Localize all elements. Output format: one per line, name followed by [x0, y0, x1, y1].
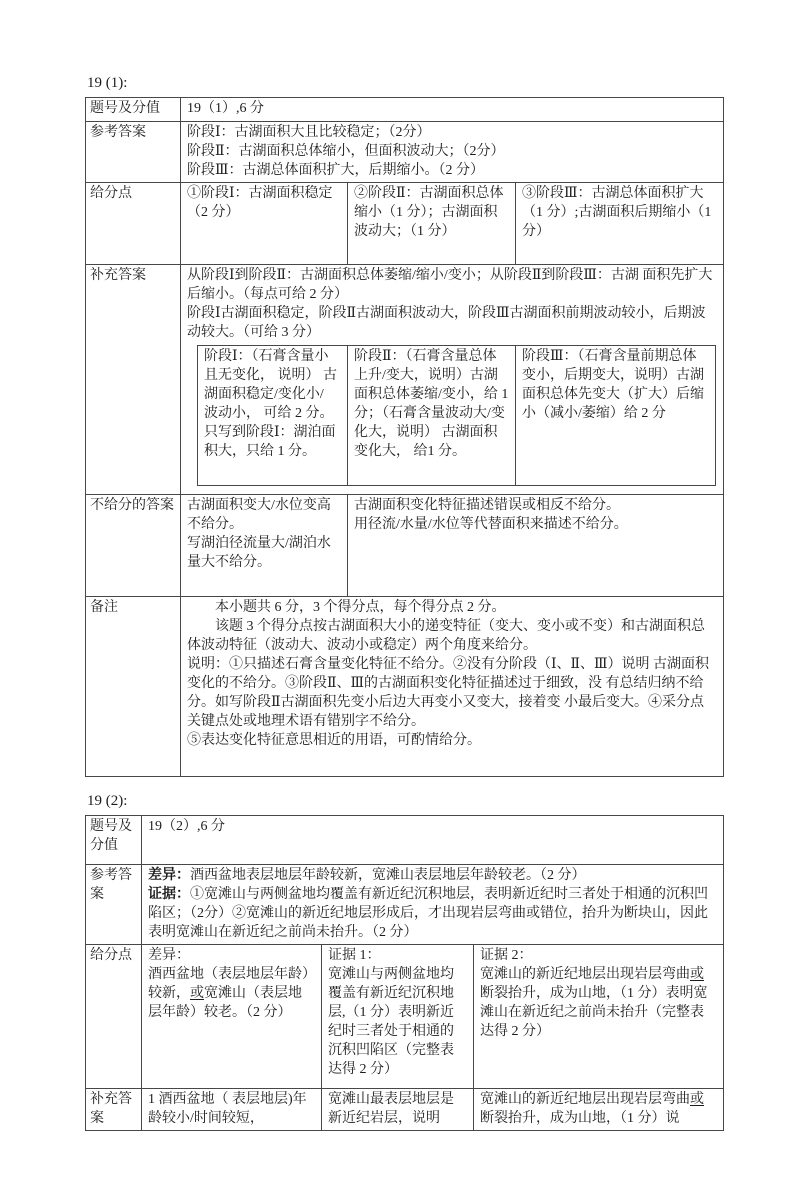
- remarks-para-1: 本小题共 6 分，3 个得分点，每个得分点 2 分。: [215, 600, 506, 616]
- label-scoring-points: 给分点: [86, 183, 181, 265]
- reference-line-2: 阶段Ⅱ：古湖面积总体缩小，但面积波动大；（2分）: [187, 144, 505, 160]
- stage-3-detail-cell: [516, 346, 716, 486]
- supplementary-answer-cell: [181, 265, 724, 495]
- row-reference-answer: [86, 122, 724, 183]
- evidence-label: 证据：: [148, 887, 190, 903]
- value-question-score: 19（1）,6 分: [181, 98, 724, 122]
- rubric-table-19-2: [85, 815, 724, 1131]
- label-question-score-2: 题号及分值: [86, 816, 142, 865]
- label-scoring-points-2: 给分点: [86, 945, 142, 1089]
- no-credit-1-para-2: 写湖泊径流量大/湖泊水量大不给分。: [187, 536, 331, 571]
- scoring-point-difference: [142, 945, 322, 1089]
- section-heading-19-1: 19 (1):: [87, 75, 128, 91]
- row-supplementary-answer: [86, 265, 724, 495]
- no-credit-cell-2: [348, 495, 724, 597]
- evidence-text: ①宽滩山与两侧盆地均覆盖有新近纪沉积地层，表明新近纪时三者处于相通的沉积凹陷区；（2分）②宽滩山的新近纪地层形成后，才出现岩层弯曲或错位，抬升为断块山，因此表明宽滩山在新近纪之前尚未抬升。（2 分）: [148, 887, 708, 941]
- difference-body-post: 宽滩山（表层地层年龄）较老。（2 分）: [148, 986, 302, 1021]
- difference-line: [148, 866, 717, 885]
- difference-label: 差异：: [148, 868, 190, 884]
- row-question-score: [86, 98, 724, 122]
- page-content: [85, 74, 723, 1131]
- evidence-2-title: 证据 2：: [480, 948, 533, 964]
- evidence-1-body: 宽滩山与两侧盆地均覆盖有新近纪沉积地层,（1 分）表明新近纪时三者处于相通的沉积凹陷区（完整表达得 2 分）: [328, 967, 454, 1078]
- supplementary-2-text-2: 宽滩山最表层地层是新近纪岩层，说明: [328, 1092, 454, 1127]
- stage-1-detail-para-2: 只写到阶段Ⅰ：湖泊面积大，只给 1 分。: [204, 425, 336, 460]
- supplementary-para-1: 从阶段Ⅰ到阶段Ⅱ：古湖面积总体萎缩/缩小/变小；从阶段Ⅱ到阶段Ⅲ：古湖 面积先扩大后缩小。（每点可给 2 分）: [187, 268, 713, 303]
- label-reference-answer: 参考答案: [86, 122, 181, 183]
- evidence-2-body: [480, 965, 717, 1041]
- supplementary-2-cell-2: [322, 1089, 474, 1131]
- stage-3-detail-para: 阶段Ⅲ：（石膏含量前期总体变小，后期变大，说明）古湖面积总体先变大（扩大）后缩小（减小/萎缩）给 2 分: [522, 349, 704, 422]
- no-credit-2-para-1: 古湖面积变化特征描述错误或相反不给分。: [354, 498, 620, 514]
- row-no-credit-answers: [86, 495, 724, 597]
- evidence-1-title: 证据 1：: [328, 948, 381, 964]
- reference-answer-cell-2: [142, 865, 724, 945]
- stage-2-detail-cell: [348, 346, 516, 486]
- supplementary-2-text-3-underline: 或: [690, 1092, 704, 1108]
- stage-1-detail-para-1: 阶段Ⅰ：（石膏含量小且无变化， 说明） 古湖面积稳定/变化小/ 波动小， 可给 2 分。: [204, 349, 337, 422]
- difference-text: 酒西盆地表层地层年龄较新，宽滩山表层地层年龄较老。（2 分）: [190, 868, 586, 884]
- reference-answer-cell: [181, 122, 724, 183]
- label-supplementary-answer-2: 补充答案: [86, 1089, 142, 1131]
- supplementary-2-text-3: [480, 1090, 717, 1128]
- difference-body: [148, 965, 315, 1022]
- supplementary-detail-table: [197, 345, 716, 486]
- difference-body-pre: 酒西盆地（表层地层年龄）较新，: [148, 967, 309, 1002]
- evidence-line: [148, 885, 717, 942]
- row-question-score-2: [86, 816, 724, 865]
- stage-1-detail-cell: [198, 346, 348, 486]
- supplementary-2-text-1: 1 酒西盆地（ 表层地层)年龄较小/时间较短，: [148, 1092, 307, 1127]
- evidence-2-body-post: 断裂抬升，成为山地，（1 分）表明宽滩山在新近纪之前尚未抬升（完整表达得 2 分）: [480, 986, 708, 1040]
- label-no-credit-answers: 不给分的答案: [86, 495, 181, 597]
- supplementary-2-cell-3: [474, 1089, 724, 1131]
- row-supplementary-answer-2: [86, 1089, 724, 1131]
- label-remarks: 备注: [86, 597, 181, 777]
- supplementary-detail-row: [198, 346, 716, 486]
- difference-title: 差异：: [148, 948, 190, 964]
- evidence-2-body-underline: 或: [690, 967, 704, 983]
- row-scoring-points: [86, 183, 724, 265]
- value-question-score-2: 19（2）,6 分: [142, 816, 724, 865]
- evidence-2-body-pre: 宽滩山的新近纪地层出现岩层弯曲: [480, 967, 690, 983]
- scoring-point-1: ①阶段Ⅰ：古湖面积稳定（2 分）: [181, 183, 348, 265]
- label-question-score: 题号及分值: [86, 98, 181, 122]
- row-remarks: [86, 597, 724, 777]
- rubric-table-19-1: [85, 97, 724, 777]
- stage-2-detail-para: 阶段Ⅱ：（石膏含量总体上升/变大，说明）古湖面积总体萎缩/变小，给 1 分；（石膏含量波动大/变化大，说明） 古湖面积变化大， 给1 分。: [354, 349, 509, 460]
- label-supplementary-answer: 补充答案: [86, 265, 181, 495]
- reference-line-3: 阶段Ⅲ：古湖总体面积扩大，后期缩小。（2 分）: [187, 163, 484, 179]
- reference-line-1: 阶段Ⅰ：古湖面积大且比较稳定；（2分）: [187, 125, 431, 140]
- supplementary-2-text-3-pre: 宽滩山的新近纪地层出现岩层弯曲: [480, 1092, 690, 1108]
- remarks-cell: [181, 597, 724, 777]
- scoring-point-3: ③阶段Ⅲ：古湖总体面积扩大（1 分）;古湖面积后期缩小（1 分）: [516, 183, 724, 265]
- remarks-para-2: 该题 3 个得分点按古湖面积大小的递变特征（变大、变小或不变）和古湖面积总体波动特征（波动大、波动小或稳定）两个角度来给分。: [187, 619, 705, 654]
- scoring-point-evidence-1: [322, 945, 474, 1089]
- label-reference-answer-2: 参考答案: [86, 865, 142, 945]
- no-credit-cell-1: [181, 495, 348, 597]
- remarks-para-3: 说明：①只描述石膏含量变化特征不给分。②没有分阶段（Ⅰ、Ⅱ、Ⅲ）说明 古湖面积变化的不给分。③阶段Ⅱ、Ⅲ的古湖面积变化特征描述过于细致，没 有总结归纳不给分。如写阶段Ⅱ古湖面积先变小后边大再变小又变大，接着变 小最后变大。④采分点关键点处或地理术语有错别字不给分。: [187, 657, 710, 730]
- remarks-para-4: ⑤表达变化特征意思相近的用语，可酌情给分。: [187, 733, 481, 749]
- scoring-point-2: ②阶段Ⅱ：古湖面积总体缩小（1 分）；古湖面积波动大；（1 分）: [348, 183, 516, 265]
- scoring-point-evidence-2: [474, 945, 724, 1089]
- section-heading-19-2: 19 (2):: [87, 793, 128, 810]
- supplementary-para-2: 阶段Ⅰ古湖面积稳定，阶段Ⅱ古湖面积波动大，阶段Ⅲ古湖面积前期波动较小，后期波动较大。（可给 3 分）: [187, 306, 706, 341]
- row-scoring-points-2: [86, 945, 724, 1089]
- row-reference-answer-2: [86, 865, 724, 945]
- supplementary-2-cell-1: [142, 1089, 322, 1131]
- no-credit-2-para-2: 用径流/水量/水位等代替面积来描述不给分。: [354, 517, 628, 533]
- no-credit-1-para-1: 古湖面积变大/水位变高不给分。: [187, 498, 331, 533]
- difference-body-underline: 或: [190, 986, 204, 1002]
- supplementary-2-text-3-post: 断裂抬升，成为山地，（1 分）说: [480, 1111, 680, 1127]
